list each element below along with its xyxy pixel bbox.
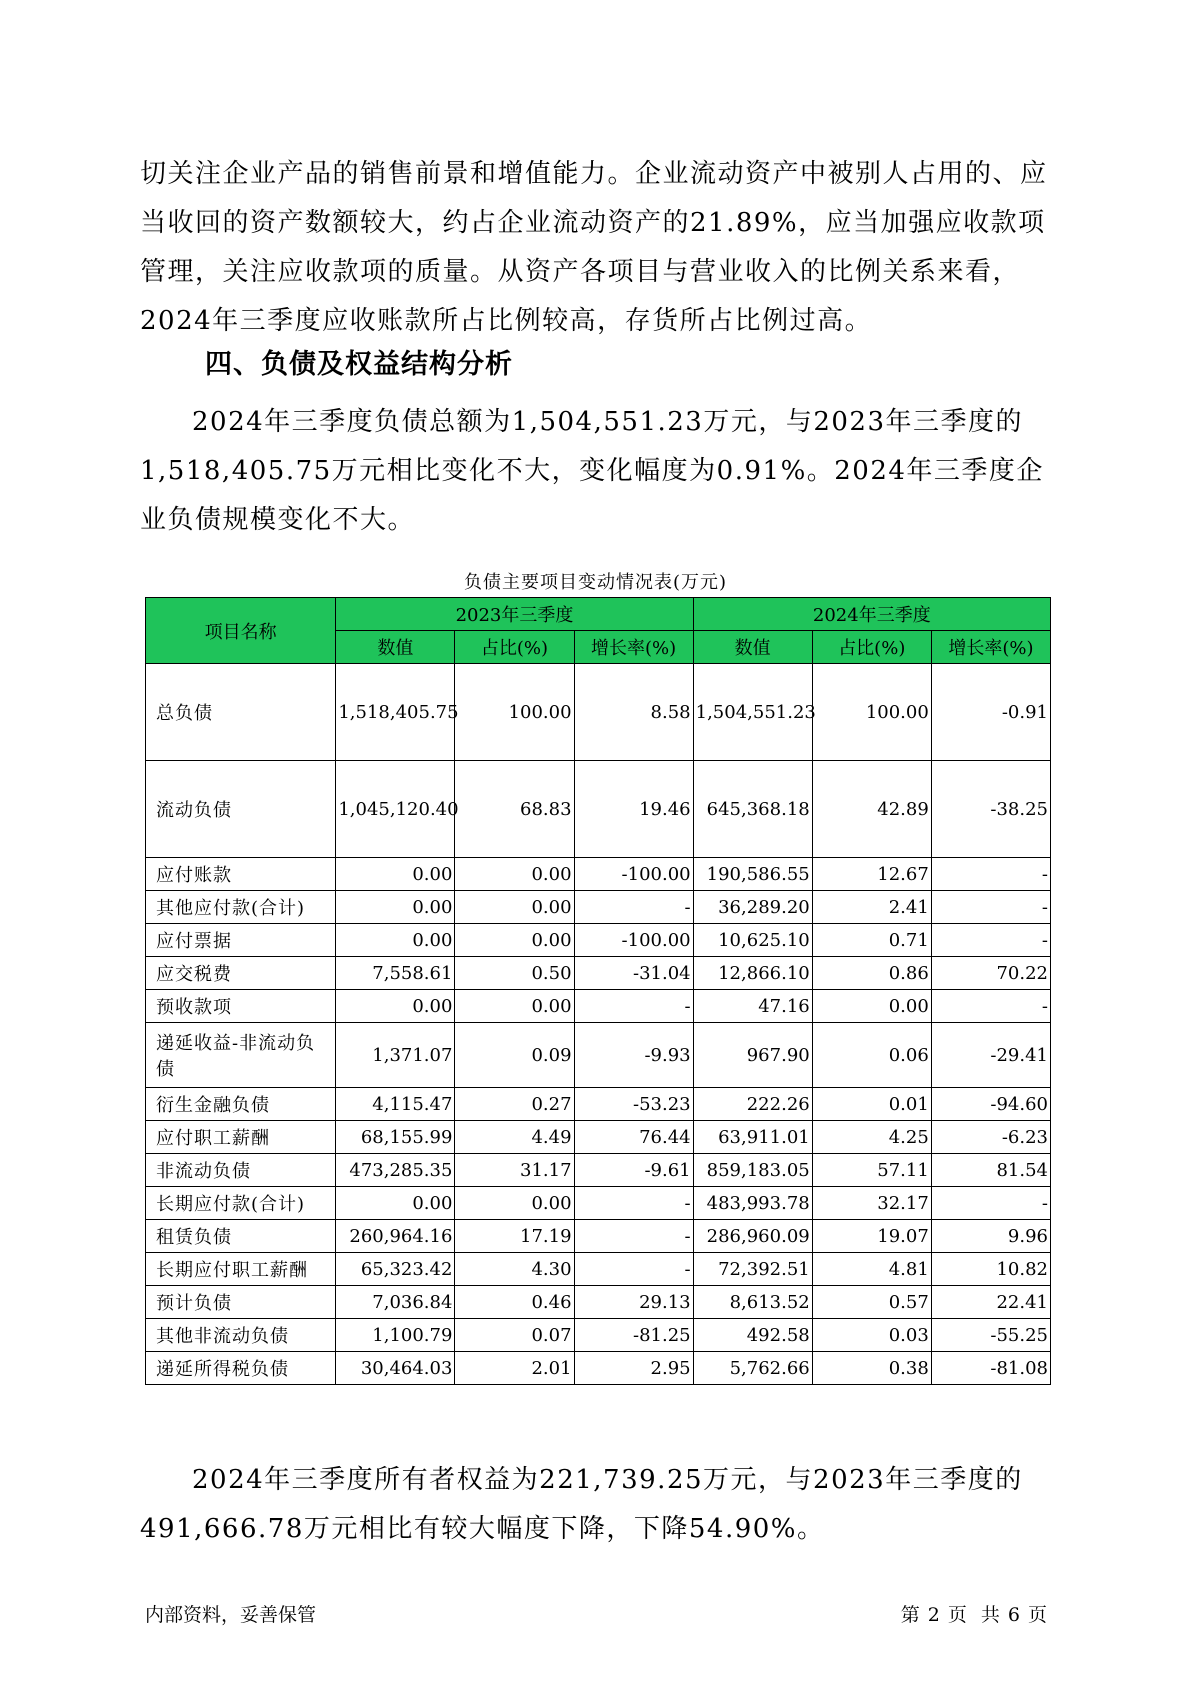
cell-g24: -94.60 [931,1088,1050,1121]
cell-v23: 0.00 [336,891,455,924]
cell-g23: 19.46 [574,761,693,858]
cell-v24: 286,960.09 [693,1220,812,1253]
cell-s24: 0.06 [812,1023,931,1088]
page-number [897,1600,1051,1627]
cell-s24: 0.03 [812,1319,931,1352]
cell-g24: - [931,924,1050,957]
cell-v24: 645,368.18 [693,761,812,858]
liability-table [145,597,1051,1385]
cell-s23: 0.09 [455,1023,574,1088]
cell-g23: 76.44 [574,1121,693,1154]
cell-g23: -9.93 [574,1023,693,1088]
paragraph-liability-summary: 2024年三季度负债总额为1,504,551.23万元，与2023年三季度的1,518,405.75万元相比变化不大，变化幅度为0.91%。2024年三季度企业负债规模变化不大。 [140,407,1044,535]
cell-g24: -55.25 [931,1319,1050,1352]
cell-s23: 0.07 [455,1319,574,1352]
header-share-2023: 占比(%) [455,631,574,664]
cell-s23: 0.27 [455,1088,574,1121]
table-row [146,664,1051,761]
row-item-name: 长期应付职工薪酬 [146,1253,336,1286]
header-period-2024: 2024年三季度 [693,598,1050,631]
cell-v23: 260,964.16 [336,1220,455,1253]
row-item-name: 预计负债 [146,1286,336,1319]
cell-g23: -100.00 [574,858,693,891]
cell-v24: 492.58 [693,1319,812,1352]
header-value-2024: 数值 [693,631,812,664]
cell-s23: 0.46 [455,1286,574,1319]
cell-g24: 10.82 [931,1253,1050,1286]
cell-v24: 222.26 [693,1088,812,1121]
header-growth-2024: 增长率(%) [931,631,1050,664]
header-share-2024: 占比(%) [812,631,931,664]
cell-s23: 2.01 [455,1352,574,1385]
section-heading: 四、负债及权益结构分析 [205,349,513,380]
table-caption: 负债主要项目变动情况表(万元) [463,572,728,593]
cell-v24: 483,993.78 [693,1187,812,1220]
cell-s24: 12.67 [812,858,931,891]
footer-confidential-note: 内部资料，妥善保管 [145,1604,317,1626]
cell-g23: - [574,1187,693,1220]
cell-g23: - [574,990,693,1023]
cell-s24: 0.38 [812,1352,931,1385]
cell-g24: -6.23 [931,1121,1050,1154]
cell-v23: 68,155.99 [336,1121,455,1154]
cell-s24: 4.25 [812,1121,931,1154]
cell-g24: - [931,990,1050,1023]
cell-v24: 72,392.51 [693,1253,812,1286]
cell-v24: 12,866.10 [693,957,812,990]
row-item-name: 递延收益-非流动负债 [146,1023,336,1088]
cell-v24: 8,613.52 [693,1286,812,1319]
table-row [146,1220,1051,1253]
cell-g23: -31.04 [574,957,693,990]
cell-g23: - [574,1220,693,1253]
cell-s23: 100.00 [455,664,574,761]
cell-s24: 0.71 [812,924,931,957]
table-row [146,1154,1051,1187]
cell-v23: 0.00 [336,1187,455,1220]
cell-s23: 0.50 [455,957,574,990]
paragraph-asset-summary: 切关注企业产品的销售前景和增值能力。企业流动资产中被别人占用的、应当收回的资产数额较大，约占企业流动资产的21.89%，应当加强应收款项管理，关注应收款项的质量。从资产各项目与营业收入的比例关系来看，2024年三季度应收账款所占比例较高，存货所占比例过高。 [140,159,1048,336]
page-unit: 页 [947,1604,967,1626]
cell-v23: 1,371.07 [336,1023,455,1088]
table-row [146,1023,1051,1088]
cell-s24: 4.81 [812,1253,931,1286]
row-item-name: 递延所得税负债 [146,1352,336,1385]
cell-g23: 8.58 [574,664,693,761]
cell-g23: 2.95 [574,1352,693,1385]
cell-g24: 22.41 [931,1286,1050,1319]
row-item-name: 应付职工薪酬 [146,1121,336,1154]
cell-s24: 0.57 [812,1286,931,1319]
cell-g24: - [931,858,1050,891]
cell-g23: -81.25 [574,1319,693,1352]
row-item-name: 应交税费 [146,957,336,990]
row-item-name: 长期应付款(合计) [146,1187,336,1220]
cell-s23: 0.00 [455,990,574,1023]
table-row [146,1121,1051,1154]
cell-v24: 859,183.05 [693,1154,812,1187]
cell-g23: -9.61 [574,1154,693,1187]
table-row [146,1352,1051,1385]
cell-s24: 0.01 [812,1088,931,1121]
cell-g23: - [574,891,693,924]
row-item-name: 其他应付款(合计) [146,891,336,924]
page-prefix: 第 [900,1604,920,1626]
cell-v23: 7,036.84 [336,1286,455,1319]
cell-s24: 19.07 [812,1220,931,1253]
table-row [146,858,1051,891]
cell-v23: 30,464.03 [336,1352,455,1385]
row-item-name: 应付账款 [146,858,336,891]
cell-s24: 32.17 [812,1187,931,1220]
cell-g24: 9.96 [931,1220,1050,1253]
cell-s23: 4.30 [455,1253,574,1286]
cell-s23: 0.00 [455,924,574,957]
cell-v23: 473,285.35 [336,1154,455,1187]
cell-s24: 42.89 [812,761,931,858]
cell-s24: 0.86 [812,957,931,990]
header-value-2023: 数值 [336,631,455,664]
cell-s24: 0.00 [812,990,931,1023]
cell-v24: 47.16 [693,990,812,1023]
cell-g24: -81.08 [931,1352,1050,1385]
cell-s23: 0.00 [455,1187,574,1220]
row-item-name: 非流动负债 [146,1154,336,1187]
cell-v23: 4,115.47 [336,1088,455,1121]
total-prefix: 共 [980,1604,1000,1626]
cell-v24: 10,625.10 [693,924,812,957]
cell-v24: 1,504,551.23 [693,664,812,761]
row-item-name: 租赁负债 [146,1220,336,1253]
cell-v23: 1,045,120.40 [336,761,455,858]
cell-v24: 36,289.20 [693,891,812,924]
cell-v23: 0.00 [336,990,455,1023]
page-total: 6 [1007,1604,1020,1626]
cell-g24: 81.54 [931,1154,1050,1187]
table-row [146,761,1051,858]
cell-v23: 65,323.42 [336,1253,455,1286]
row-item-name: 衍生金融负债 [146,1088,336,1121]
cell-g23: -53.23 [574,1088,693,1121]
cell-v23: 1,518,405.75 [336,664,455,761]
cell-g24: -29.41 [931,1023,1050,1088]
cell-g24: 70.22 [931,957,1050,990]
cell-v23: 0.00 [336,924,455,957]
cell-s23: 0.00 [455,891,574,924]
cell-g23: 29.13 [574,1286,693,1319]
table-row [146,990,1051,1023]
cell-g24: -38.25 [931,761,1050,858]
cell-s23: 17.19 [455,1220,574,1253]
table-row [146,1286,1051,1319]
cell-v23: 0.00 [336,858,455,891]
cell-s23: 68.83 [455,761,574,858]
cell-v23: 1,100.79 [336,1319,455,1352]
header-growth-2023: 增长率(%) [574,631,693,664]
paragraph-equity-summary: 2024年三季度所有者权益为221,739.25万元，与2023年三季度的491,666.78万元相比有较大幅度下降，下降54.90%。 [140,1465,1023,1544]
cell-g24: - [931,891,1050,924]
table-row [146,1253,1051,1286]
table-row [146,1088,1051,1121]
total-unit: 页 [1027,1604,1047,1626]
cell-s24: 100.00 [812,664,931,761]
cell-g24: -0.91 [931,664,1050,761]
cell-s23: 31.17 [455,1154,574,1187]
row-item-name: 应付票据 [146,924,336,957]
cell-s24: 2.41 [812,891,931,924]
cell-v24: 190,586.55 [693,858,812,891]
table-row [146,924,1051,957]
table-row [146,1319,1051,1352]
cell-g24: - [931,1187,1050,1220]
row-item-name: 预收款项 [146,990,336,1023]
cell-g23: - [574,1253,693,1286]
header-period-2023: 2023年三季度 [336,598,693,631]
page-current: 2 [927,1604,940,1626]
cell-v24: 5,762.66 [693,1352,812,1385]
row-item-name: 流动负债 [146,761,336,858]
cell-v23: 7,558.61 [336,957,455,990]
cell-v24: 63,911.01 [693,1121,812,1154]
cell-s23: 4.49 [455,1121,574,1154]
cell-s23: 0.00 [455,858,574,891]
header-item-name: 项目名称 [146,598,336,664]
row-item-name: 总负债 [146,664,336,761]
cell-s24: 57.11 [812,1154,931,1187]
table-row [146,891,1051,924]
table-row [146,1187,1051,1220]
table-row [146,957,1051,990]
cell-g23: -100.00 [574,924,693,957]
row-item-name: 其他非流动负债 [146,1319,336,1352]
cell-v24: 967.90 [693,1023,812,1088]
